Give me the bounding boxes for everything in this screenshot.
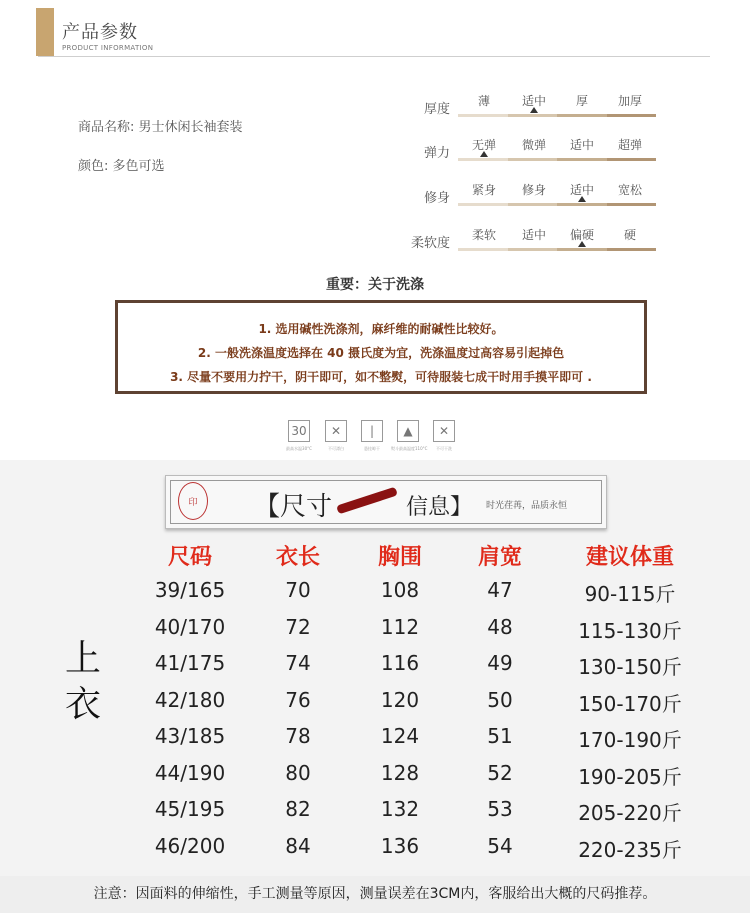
table-cell: 132 [380,797,420,821]
table-cell: 124 [380,724,420,748]
scale-segment [458,114,508,117]
table-cell: 136 [380,833,420,858]
care-icon-caption: 熨斗最高温度110°C [391,446,428,451]
selected-marker-icon [480,151,488,157]
column-header: 尺码 [167,545,212,570]
washing-box [115,300,647,394]
scale-segment [557,158,607,161]
table-cell: 50 [487,687,513,712]
product-color-row [78,155,165,174]
table-cell: 84 [285,833,311,858]
attribute-name: 柔软度 [410,236,450,251]
table-cell: 76 [285,687,311,712]
table-cell: 72 [285,614,311,639]
table-cell: 80 [285,760,311,785]
table-cell: 39/165 [154,578,226,602]
care-icon-caption: 不可干洗 [436,446,452,451]
table-cell: 116 [380,651,420,675]
iron-low-icon: ▲ [397,420,419,442]
table-cell: 82 [285,797,311,821]
scale-segment [508,248,558,251]
attribute-option: 适中 [569,138,594,152]
attribute-name: 厚度 [423,102,450,117]
table-cell: 108 [380,578,420,602]
table-cell: 45/195 [154,797,226,821]
selected-marker-icon [578,196,586,202]
selected-marker-icon [530,107,538,113]
table-cell: 46/200 [154,833,226,858]
table-cell: 115-130斤 [578,618,682,643]
care-icon-caption: 最高水温30°C [286,446,312,451]
scale-segment [557,114,607,117]
scale-segment [508,158,558,161]
header-divider [38,56,710,57]
scale-segment [508,203,558,206]
table-cell: 41/175 [154,651,226,675]
table-cell: 130-150斤 [578,655,682,679]
washing-line: 2. 一般洗涤温度选择在 40 摄氏度为宜，洗涤温度过高容易引起掉色 [197,346,565,360]
scale-segment [607,203,657,206]
column-header: 肩宽 [477,545,522,570]
table-cell: 120 [380,687,420,712]
column-header: 建议体重 [585,545,674,570]
product-name-row [78,116,243,135]
table-cell: 52 [487,760,513,785]
table-cell: 48 [487,614,513,639]
attribute-option: 紧身 [471,183,496,197]
scale-segment [607,158,657,161]
attribute-option: 适中 [521,94,546,108]
banner-title-left: 【尺寸 [254,492,333,522]
column-header: 胸围 [377,545,422,570]
washing-line: 1. 选用碱性洗涤剂，麻纤维的耐碱性比较好。 [258,322,504,336]
attribute-scale-bar [458,114,656,117]
no-bleach-icon: ✕ [325,420,347,442]
scale-segment [557,203,607,206]
care-icon-caption: 不可漂白 [328,446,344,451]
attribute-option: 适中 [569,183,594,197]
banner-title-right: 信息】 [406,495,473,520]
line-dry-icon: | [361,420,383,442]
selected-marker-icon [578,241,586,247]
scale-segment [508,114,558,117]
attribute-option: 超弹 [617,138,642,152]
attribute-option: 无弹 [471,138,496,152]
attribute-option: 加厚 [617,94,642,108]
scale-segment [607,248,657,251]
attribute-option: 薄 [477,94,490,108]
table-cell: 128 [380,760,420,785]
scale-segment [458,158,508,161]
table-cell: 112 [380,614,420,639]
table-cell: 40/170 [154,614,226,639]
table-cell: 190-205斤 [578,764,682,789]
table-cell: 51 [487,724,513,748]
table-cell: 150-170斤 [578,691,682,716]
washing-title: 重要：关于洗涤 [326,277,424,293]
product-color-label: 颜色: [78,159,109,174]
header-accent-bar [36,8,54,56]
table-cell: 44/190 [154,760,226,785]
attribute-option: 适中 [521,228,546,242]
scale-segment [458,203,508,206]
table-cell: 47 [487,578,513,602]
table-cell: 170-190斤 [578,728,682,752]
table-cell: 74 [285,651,311,675]
product-name-value: 男士休闲长袖套装 [138,120,243,135]
table-cell: 49 [487,651,513,675]
table-cell: 54 [487,833,513,858]
table-cell: 43/185 [154,724,226,748]
garment-label-char: 上 [64,638,101,679]
table-cell: 205-220斤 [578,801,682,825]
product-name-label: 商品名称: [78,120,135,135]
garment-label [63,636,103,728]
washing-line: 3. 尽量不要用力拧干，阴干即可，如不整熨，可待服装七成干时用手摸平即可 . [170,370,592,384]
section-subtitle: PRODUCT INFORMATION [62,44,154,52]
attribute-scale-bar [458,203,656,206]
attribute-option: 宽松 [617,183,642,197]
attribute-scale-bar [458,158,656,161]
attribute-option: 微弹 [521,138,546,152]
banner-tagline: 时光荏苒，品质永恒 [486,501,568,511]
section-title: 产品参数 [62,22,138,43]
attribute-option: 硬 [623,228,636,242]
table-cell: 90-115斤 [584,582,676,606]
table-cell: 78 [285,724,311,748]
table-cell: 53 [487,797,513,821]
attribute-scale-bar [458,248,656,251]
scale-segment [557,248,607,251]
product-color-value: 多色可选 [112,159,165,174]
table-cell: 70 [285,578,311,602]
scale-segment [458,248,508,251]
no-dryclean-icon: ✕ [433,420,455,442]
care-icon-caption: 悬挂晾干 [364,446,380,451]
table-cell: 42/180 [154,687,226,712]
attribute-option: 偏硬 [569,228,594,242]
table-cell: 220-235斤 [578,837,682,862]
garment-label-char: 衣 [64,684,101,725]
attribute-option: 修身 [521,183,546,197]
size-banner [165,475,607,529]
attribute-option: 柔软 [471,228,496,242]
attribute-name: 修身 [423,191,450,206]
attribute-option: 厚 [575,94,588,108]
measurement-note: 注意：因面料的伸缩性，手工测量等原因，测量误差在3CM内，客服给出大概的尺码推荐。 [93,886,657,902]
column-header: 衣长 [275,545,320,570]
attribute-name: 弹力 [423,146,450,161]
seal-stamp-icon: 印 [178,482,208,520]
scale-segment [607,114,657,117]
wash-30-icon: 30 [288,420,310,442]
